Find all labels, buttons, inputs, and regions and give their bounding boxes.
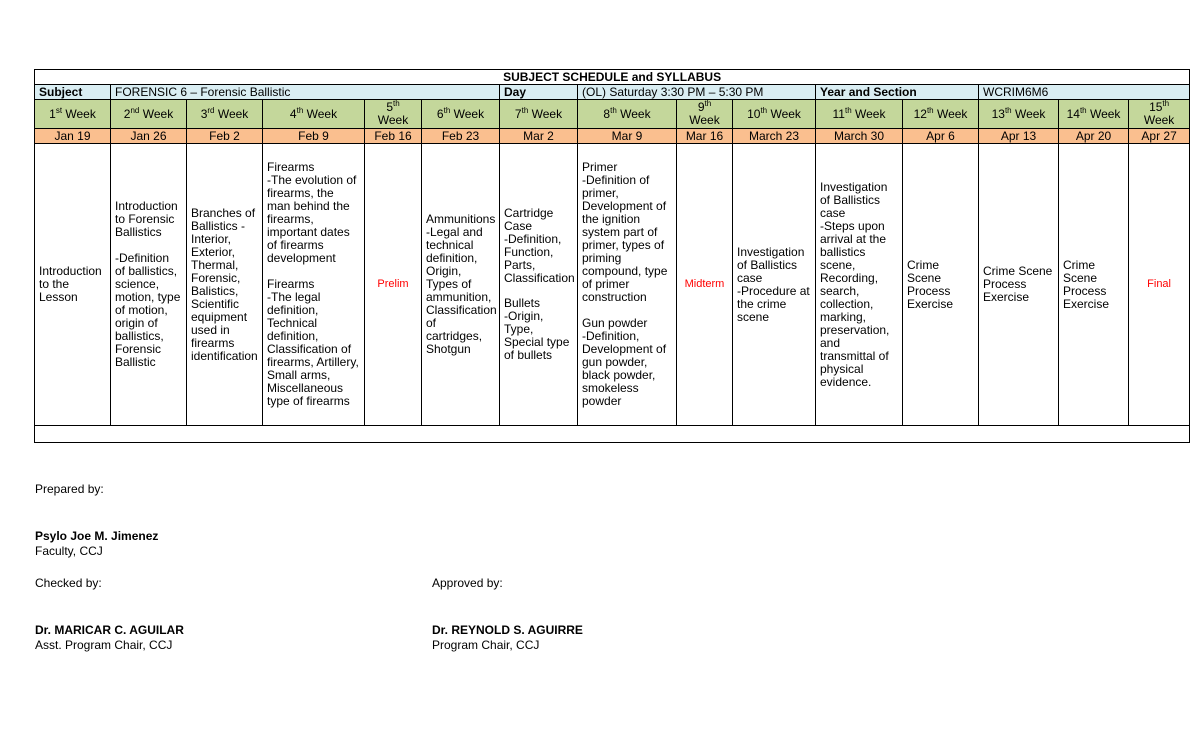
week-date: Apr 13: [979, 129, 1059, 144]
week-number: 8: [603, 106, 611, 121]
week-word: Week: [377, 113, 409, 127]
week-word: Week: [770, 106, 801, 121]
week-suffix: th: [760, 105, 768, 115]
topic-line: Bullets: [504, 296, 541, 311]
week-number: 3: [200, 106, 208, 121]
prepared-name: Psylo Joe M. Jimenez: [35, 529, 159, 543]
week-number: 2: [123, 106, 131, 121]
checked-signatory: [35, 623, 184, 653]
week-date: Mar 2: [500, 129, 578, 144]
topic-cell: [733, 144, 816, 426]
week-number: 4: [289, 106, 297, 121]
week-header-cell: [422, 100, 500, 129]
topic-gap: [582, 304, 672, 317]
topic-line: -Procedure at the crime scene: [737, 283, 810, 324]
week-suffix: st: [55, 105, 63, 115]
week-suffix: nd: [130, 105, 140, 115]
week-date: Jan 19: [35, 129, 111, 144]
year-section-value: WCRIM6M6: [979, 85, 1190, 100]
approved-title: Program Chair, CCJ: [432, 638, 540, 652]
week-suffix: th: [704, 99, 712, 108]
week-word: Week: [620, 106, 651, 121]
topic-line: -Origin, Type, Special type of bullets: [504, 309, 570, 363]
topic-line: Introduction to Forensic Ballistics: [115, 199, 178, 240]
week-number: 14: [1066, 106, 1080, 121]
week-header-cell: [979, 100, 1059, 129]
week-number: 11: [832, 106, 845, 121]
topic-gap: [267, 265, 360, 278]
topic-line: Ammunitions -Legal and technical definition, Origin, Types of ammunition, Classification of cartridges, Shotgun: [426, 212, 497, 356]
week-suffix: th: [296, 105, 304, 115]
week-suffix: th: [1004, 105, 1012, 115]
topic-cell: [816, 144, 903, 426]
week-date: March 23: [733, 129, 816, 144]
week-header-cell: [1059, 100, 1129, 129]
week-suffix: th: [844, 105, 852, 115]
topic-line: Cartridge Case: [504, 205, 554, 233]
week-suffix: th: [610, 105, 617, 115]
week-number: 6: [436, 106, 444, 121]
topic-line: Primer: [582, 160, 618, 175]
day-value: (OL) Saturday 3:30 PM – 5:30 PM: [578, 85, 816, 100]
topic-row: [35, 144, 1190, 426]
topic-cell: [1059, 144, 1129, 426]
week-suffix: rd: [207, 105, 215, 115]
week-date: Feb 16: [365, 129, 422, 144]
week-header-cell: [263, 100, 365, 129]
topic-line: Gun powder: [582, 315, 648, 330]
topic-line: Introduction to the Lesson: [39, 264, 102, 304]
week-header-cell: [816, 100, 903, 129]
approved-by-label: Approved by:: [432, 576, 503, 590]
exam-label: Prelim: [365, 144, 422, 426]
topic-line: -Definition, Function, Parts, Classification: [504, 231, 575, 285]
table-title: SUBJECT SCHEDULE and SYLLABUS: [35, 70, 1190, 85]
checked-by-block: [35, 576, 102, 591]
week-suffix: th: [1079, 105, 1087, 115]
topic-cell: [187, 144, 263, 426]
date-row: [35, 129, 1190, 144]
week-word: Week: [453, 106, 485, 121]
topic-line: Branches of Ballistics -Interior, Exterior, Thermal, Forensic, Balistics, Scientific equipment used in firearms identification: [191, 205, 258, 363]
week-suffix: th: [443, 105, 451, 115]
topic-line: Investigation of Ballistics case: [737, 244, 805, 285]
week-suffix: th: [521, 105, 529, 115]
week-suffix: th: [1162, 99, 1170, 108]
day-label: Day: [500, 85, 578, 100]
week-date: Apr 20: [1059, 129, 1129, 144]
topic-line: Crime Scene Process Exercise: [1063, 257, 1110, 311]
week-word: Week: [936, 106, 968, 121]
week-word: Week: [217, 106, 249, 121]
week-date: Jan 26: [111, 129, 187, 144]
approved-signatory: [432, 623, 583, 653]
week-number: 15: [1149, 100, 1163, 114]
topic-line: Investigation of Ballistics case: [820, 179, 888, 220]
topic-cell: [263, 144, 365, 426]
topic-cell: [500, 144, 578, 426]
week-date: Apr 6: [903, 129, 979, 144]
topic-line: Crime Scene Process Exercise: [983, 264, 1053, 304]
prepared-by-block: [35, 482, 104, 497]
week-header-cell: [578, 100, 677, 129]
week-suffix: th: [393, 99, 400, 108]
topic-line: Crime Scene Process Exercise: [907, 257, 954, 311]
exam-label: Midterm: [677, 144, 733, 426]
schedule-sheet: [34, 69, 1189, 443]
week-word: Week: [689, 113, 720, 127]
subject-value: FORENSIC 6 – Forensic Ballistic: [111, 85, 500, 100]
topic-cell: [111, 144, 187, 426]
approved-by-block: [432, 576, 503, 591]
week-header-cell: [365, 100, 422, 129]
week-header-cell: [35, 100, 111, 129]
week-word: Week: [142, 106, 174, 121]
checked-by-label: Checked by:: [35, 576, 102, 590]
week-word: Week: [306, 106, 338, 121]
week-header-cell: [903, 100, 979, 129]
topic-line: -The legal definition, Technical definition, Classification of firearms, Artillery, Small arms, Miscellaneous type of firearms: [267, 289, 359, 408]
prepared-signatory: [35, 529, 158, 559]
week-number: 9: [697, 100, 705, 114]
topic-line: -The evolution of firearms, the man behind the firearms, important dates of firearms development: [267, 173, 357, 266]
empty-cell: [35, 426, 1190, 443]
week-word: Week: [531, 106, 563, 121]
checked-title: Asst. Program Chair, CCJ: [35, 638, 173, 652]
week-header-cell: [187, 100, 263, 129]
week-word: Week: [855, 106, 886, 121]
empty-row: [35, 426, 1190, 443]
week-header-row: [35, 100, 1190, 129]
topic-cell: [422, 144, 500, 426]
prepared-title: Faculty, CCJ: [35, 544, 103, 558]
prepared-by-label: Prepared by:: [35, 482, 104, 496]
week-number: 7: [514, 106, 522, 121]
week-date: Mar 9: [578, 129, 677, 144]
exam-label: Final: [1129, 144, 1190, 426]
week-number: 13: [991, 106, 1005, 121]
topic-line: Firearms: [267, 160, 315, 175]
week-word: Week: [1089, 106, 1121, 121]
week-word: Week: [1143, 113, 1175, 127]
topic-line: Firearms: [267, 276, 315, 291]
week-number: 12: [913, 106, 927, 121]
topic-cell: [35, 144, 111, 426]
week-date: Mar 16: [677, 129, 733, 144]
topic-line: -Definition of ballistics, science, motion, type of motion, origin of ballistics, Forensic Ballistic: [115, 250, 181, 369]
topic-line: -Definition of primer, Development of the ignition system part of primer, types of priming compound, type of primer construction: [582, 173, 668, 305]
week-date: Feb 2: [187, 129, 263, 144]
topic-cell: [578, 144, 677, 426]
week-date: Feb 23: [422, 129, 500, 144]
week-date: Apr 27: [1129, 129, 1190, 144]
topic-cell: [979, 144, 1059, 426]
week-header-cell: [500, 100, 578, 129]
week-header-cell: [111, 100, 187, 129]
schedule-table: [34, 69, 1190, 443]
topic-gap: [115, 239, 182, 252]
checked-name: Dr. MARICAR C. AGUILAR: [35, 623, 184, 637]
week-header-cell: [677, 100, 733, 129]
week-number: 10: [747, 106, 761, 121]
topic-line: -Steps upon arrival at the ballistics scene, Recording, search, collection, marking, preservation, and transmittal of physical evidence.: [820, 218, 890, 389]
approved-name: Dr. REYNOLD S. AGUIRRE: [432, 623, 583, 637]
week-date: March 30: [816, 129, 903, 144]
week-word: Week: [65, 106, 96, 121]
week-number: 1: [49, 106, 56, 121]
week-word: Week: [1014, 106, 1046, 121]
subject-label: Subject: [35, 85, 111, 100]
topic-cell: [903, 144, 979, 426]
week-date: Feb 9: [263, 129, 365, 144]
week-suffix: th: [926, 105, 934, 115]
week-number: 5: [386, 100, 393, 114]
week-header-cell: [1129, 100, 1190, 129]
week-header-cell: [733, 100, 816, 129]
topic-line: -Definition, Development of gun powder, black powder, smokeless powder: [582, 328, 667, 408]
year-section-label: Year and Section: [816, 85, 979, 100]
